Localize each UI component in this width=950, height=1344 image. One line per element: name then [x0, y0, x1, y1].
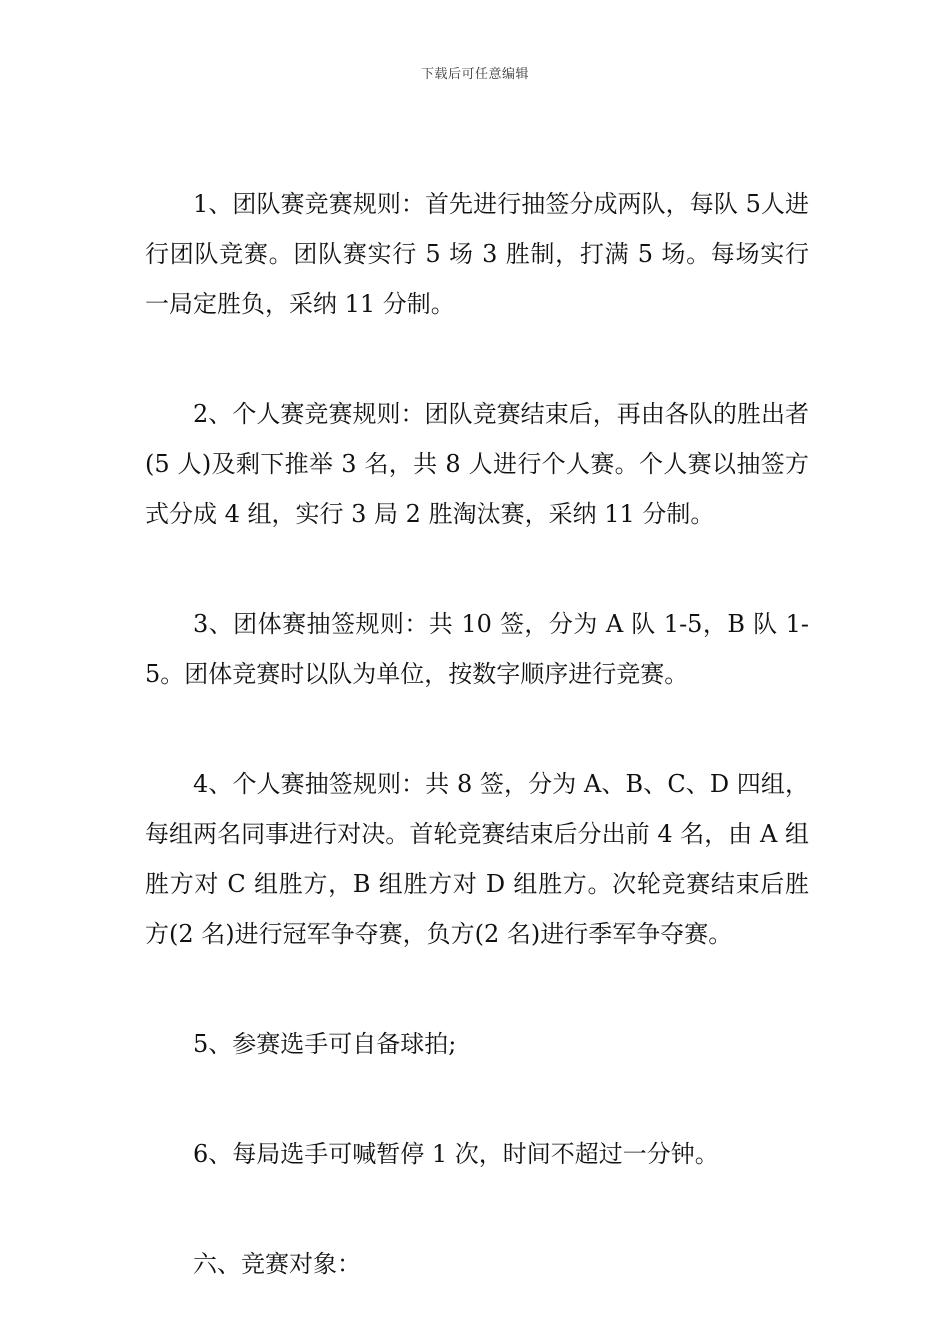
paragraph-rackets: 5、参赛选手可自备球拍;: [193, 1030, 457, 1058]
paragraph-individual-draw-rules: 4、个人赛抽签规则：共 8 签，分为 A、B、C、D 四组，每组两名同事进行对决。首轮竞赛结束后分出前 4 名，由 A 组胜方对 C 组胜方，B 组胜方对 D 组胜方。次轮竞赛结束后胜方(2 名)进行冠军争夺赛，负方(2 名)进行季军争夺赛。: [145, 770, 809, 948]
paragraph-team-match-rules: 1、团队赛竞赛规则：首先进行抽签分成两队，每队 5人进行团队竞赛。团队赛实行 5 场 3 胜制，打满 5 场。每场实行一局定胜负，采纳 11 分制。: [145, 190, 809, 318]
paragraph-individual-match-rules: 2、个人赛竞赛规则：团队竞赛结束后，再由各队的胜出者(5 人)及剩下推举 3 名，共 8 人进行个人赛。个人赛以抽签方式分成 4 组，实行 3 局 2 胜淘汰赛，采纳 11 分制。: [145, 400, 809, 528]
document-body: [145, 179, 809, 1289]
page-header: 下载后可任意编辑: [420, 67, 529, 82]
paragraph-timeout: 6、每局选手可喊暂停 1 次，时间不超过一分钟。: [193, 1140, 719, 1168]
section-heading-participants: 六、竞赛对象：: [193, 1250, 361, 1278]
paragraph-team-draw-rules: 3、团体赛抽签规则：共 10 签，分为 A 队 1-5，B 队 1-5。团体竞赛时以队为单位，按数字顺序进行竞赛。: [145, 610, 809, 688]
